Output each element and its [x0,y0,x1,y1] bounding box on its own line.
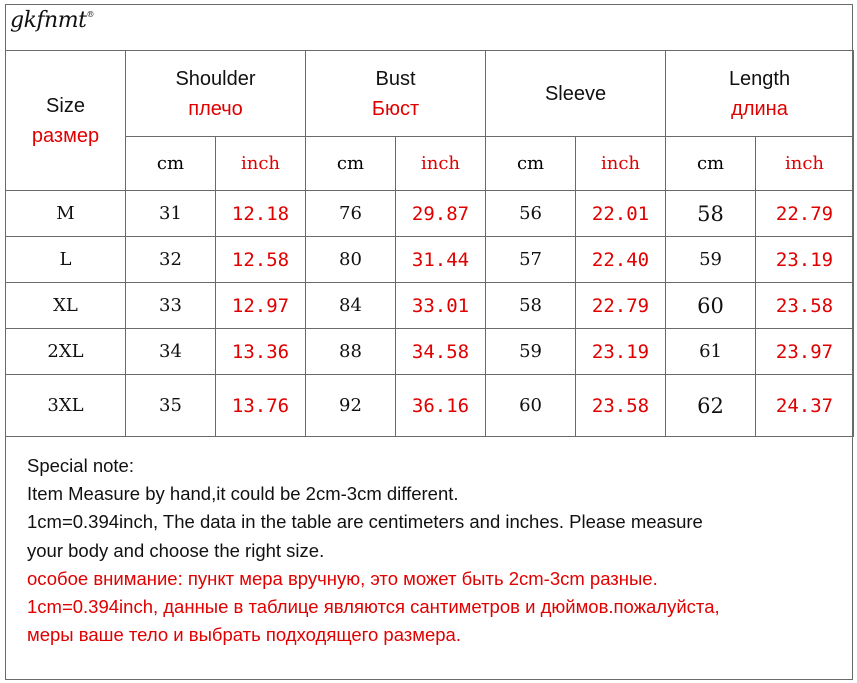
brand-logo: gkfnmt® [10,8,94,33]
inch-cell: 23.97 [756,329,854,375]
inch-cell: 13.76 [216,375,306,437]
size-cell: 3XL [6,375,126,437]
inch-cell: 12.97 [216,283,306,329]
cm-cell: 60 [486,375,576,437]
note-line-en: 1cm=0.394inch, The data in the table are centimeters and inches. Please measure [27,511,703,533]
table-row [6,375,854,437]
cm-cell: 32 [126,237,216,283]
size-table [5,50,854,437]
unit-inch: inch [216,137,306,191]
size-cell: M [6,191,126,237]
inch-cell: 29.87 [396,191,486,237]
cm-cell: 76 [306,191,396,237]
inch-cell: 23.19 [756,237,854,283]
bust-header: Bust Бюст [306,51,486,137]
cm-cell: 34 [126,329,216,375]
inch-cell: 33.01 [396,283,486,329]
note-line-ru: 1cm=0.394inch, данные в таблице являются сантиметров и дюймов.пожалуйста, [27,596,720,618]
size-header-ru: размер [31,124,100,147]
cm-cell: 31 [126,191,216,237]
table-row [6,283,854,329]
cm-cell: 62 [666,375,756,437]
cm-cell: 59 [486,329,576,375]
cm-cell: 92 [306,375,396,437]
unit-cm: cm [486,137,576,191]
cm-cell: 56 [486,191,576,237]
unit-inch: inch [576,137,666,191]
note-line-ru: меры ваше тело и выбрать подходящего размера. [27,624,461,646]
cm-cell: 59 [666,237,756,283]
cm-cell: 57 [486,237,576,283]
inch-cell: 22.01 [576,191,666,237]
unit-cm: cm [306,137,396,191]
inch-cell: 23.19 [576,329,666,375]
cm-cell: 35 [126,375,216,437]
table-row [6,191,854,237]
shoulder-header: Shoulder плечо [126,51,306,137]
table-row [6,237,854,283]
size-cell: L [6,237,126,283]
cm-cell: 61 [666,329,756,375]
cm-cell: 33 [126,283,216,329]
unit-cm: cm [126,137,216,191]
unit-inch: inch [396,137,486,191]
note-line-ru: особое внимание: пункт мера вручную, это может быть 2cm-3cm разные. [27,567,658,589]
inch-cell: 24.37 [756,375,854,437]
size-header-en: Size [46,94,85,117]
unit-row [6,137,854,191]
sleeve-header: Sleeve [486,51,666,137]
table-row [6,329,854,375]
inch-cell: 36.16 [396,375,486,437]
unit-cm: cm [666,137,756,191]
cm-cell: 88 [306,329,396,375]
cm-cell: 60 [666,283,756,329]
inch-cell: 13.36 [216,329,306,375]
note-line-en: Special note: [27,455,134,476]
note-line-en: Item Measure by hand,it could be 2cm-3cm different. [27,483,459,505]
inch-cell: 12.18 [216,191,306,237]
inch-cell: 23.58 [756,283,854,329]
inch-cell: 31.44 [396,237,486,283]
cm-cell: 58 [486,283,576,329]
unit-inch: inch [756,137,854,191]
note-line-en: your body and choose the right size. [27,539,325,561]
size-cell: XL [6,283,126,329]
inch-cell: 22.79 [756,191,854,237]
cm-cell: 58 [666,191,756,237]
inch-cell: 34.58 [396,329,486,375]
size-cell: 2XL [6,329,126,375]
inch-cell: 22.40 [576,237,666,283]
inch-cell: 23.58 [576,375,666,437]
length-header: Length длина [666,51,854,137]
cm-cell: 84 [306,283,396,329]
special-notes [27,452,855,649]
size-header [6,51,126,191]
cm-cell: 80 [306,237,396,283]
inch-cell: 22.79 [576,283,666,329]
inch-cell: 12.58 [216,237,306,283]
table-header-row [6,51,854,137]
